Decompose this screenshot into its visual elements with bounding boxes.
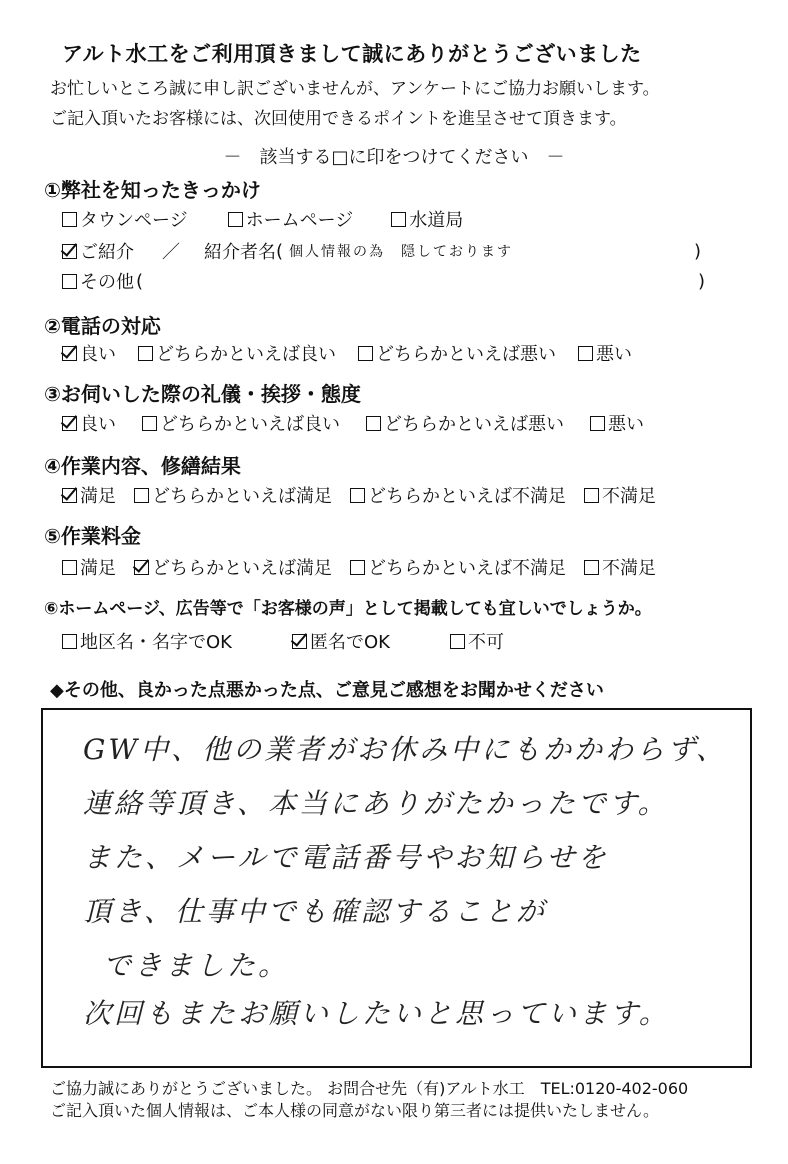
checkbox[interactable] [62,560,77,575]
question-2-title: ②電話の対応 [44,314,161,338]
q3-option-somewhat-good[interactable] [142,410,340,436]
checkbox-checked[interactable] [62,346,77,361]
checkbox[interactable] [366,416,381,431]
q4-option-somewhat-dissatisfied[interactable] [350,482,566,508]
option-label: どちらかといえば良い [156,344,336,365]
option-label: タウンページ [80,210,188,231]
checkbox[interactable] [62,634,77,649]
checkbox-checked[interactable] [134,560,149,575]
comment-line: 連絡等頂き、本当にありがたかったです。 [83,787,669,820]
q5-option-somewhat-satisfied[interactable] [134,554,332,580]
question-1-title: ①弊社を知ったきっかけ [44,178,261,202]
checkbox[interactable] [578,346,593,361]
comment-line: GW中、他の業者がお休み中にもかかわらず、 [83,733,727,766]
option-label: 不可 [467,632,504,653]
comment-line: 次回もまたお願いしたいと思っています。 [83,997,670,1030]
comments-heading: ◆その他、良かった点悪かった点、ご意見ご感想をお聞かせください [50,680,604,701]
option-label: どちらかといえば不満足 [368,558,566,579]
q2-option-bad[interactable] [578,340,632,366]
question-3-title: ③お伺いした際の礼儀・挨拶・態度 [44,382,361,406]
question-3-options [62,410,666,436]
option-label: 悪い [596,344,632,365]
option-label: 満足 [80,558,116,579]
checkbox-checked[interactable] [62,244,77,259]
checkbox[interactable] [450,634,465,649]
checkbox[interactable] [62,274,77,289]
option-label: 地区名・名字でOK [80,632,232,653]
q3-option-somewhat-bad[interactable] [366,410,564,436]
q5-option-satisfied[interactable] [62,554,116,580]
option-label: どちらかといえば悪い [384,414,564,435]
checkbox[interactable] [358,346,373,361]
comment-line: 頂き、仕事中でも確認することが [83,895,547,928]
checkbox[interactable] [228,212,243,227]
q1-option-townpage[interactable] [62,206,188,232]
question-6-title: ⑥ホームページ、広告等で「お客様の声」として掲載しても宜しいでしょうか。 [44,599,652,619]
paren-open: ( [136,270,144,292]
referrer-name-field[interactable]: 個人情報の為 隠しております [289,244,514,260]
option-label: どちらかといえば満足 [152,558,332,579]
checkbox[interactable] [584,488,599,503]
option-label: 良い [80,344,116,365]
q1-option-waterworks[interactable] [391,206,463,232]
intro-line-1: お忙しいところ誠に申し訳ございませんが、アンケートにご協力お願いします。 [50,79,660,99]
checkbox[interactable] [142,416,157,431]
option-label: 不満足 [602,486,656,507]
question-4-options [62,482,678,508]
q1-option-homepage[interactable] [228,206,354,232]
q4-option-somewhat-satisfied[interactable] [134,482,332,508]
question-5-title: ⑤作業料金 [44,524,141,548]
checkbox[interactable] [138,346,153,361]
q2-option-good[interactable] [62,340,116,366]
q4-option-dissatisfied[interactable] [584,482,656,508]
checkbox-checked[interactable] [62,488,77,503]
option-label: その他 [80,272,134,293]
paren-close: ) [698,270,706,292]
intro-line-2: ご記入頂いたお客様には、次回使用できるポイントを進呈させて頂きます。 [50,109,627,129]
slash: ／ [162,242,180,263]
option-label: 匿名でOK [309,632,390,653]
option-label: どちらかといえば不満足 [368,486,566,507]
q6-option-not-allowed[interactable] [450,628,504,654]
paren-close: ) [694,240,702,262]
option-label: 悪い [608,414,644,435]
option-label: 良い [80,414,116,435]
q2-option-somewhat-bad[interactable] [358,340,556,366]
comment-line: できました。 [103,949,290,982]
checkbox[interactable] [62,212,77,227]
checkbox[interactable] [391,212,406,227]
footer-privacy: ご記入頂いた個人情報は、ご本人様の同意がない限り第三者には提供いたしません。 [50,1101,659,1120]
checkbox-checked[interactable] [292,634,307,649]
q2-option-somewhat-good[interactable] [138,340,336,366]
checkbox-checked[interactable] [62,416,77,431]
q1-option-other[interactable] [62,268,134,294]
option-label: ホームページ [245,210,354,231]
q5-option-somewhat-dissatisfied[interactable] [350,554,566,580]
q3-option-good[interactable] [62,410,116,436]
footer-contact: ご協力誠にありがとうございました。 お問合せ先（有)アルト水工 TEL:0120-402-060 [50,1079,689,1098]
option-label: ご紹介 [80,242,134,263]
q6-option-area-name-ok[interactable] [62,628,232,654]
option-label: どちらかといえば悪い [376,344,556,365]
comment-line: また、メールで電話番号やお知らせを [83,841,609,874]
instruction: － 該当する□に印をつけてください － [223,147,565,168]
question-4-title: ④作業内容、修繕結果 [44,454,241,478]
checkbox[interactable] [134,488,149,503]
paren-open: ( [276,240,284,262]
q5-option-dissatisfied[interactable] [584,554,656,580]
referrer-label: 紹介者名 [204,242,276,263]
option-label: どちらかといえば満足 [152,486,332,507]
checkbox[interactable] [590,416,605,431]
checkbox[interactable] [350,560,365,575]
q6-option-anonymous-ok[interactable] [292,628,390,654]
comments-box[interactable] [41,708,752,1068]
option-label: 不満足 [602,558,656,579]
question-1-options [62,206,485,232]
q3-option-bad[interactable] [590,410,644,436]
checkbox[interactable] [350,488,365,503]
checkbox[interactable] [584,560,599,575]
question-1-referral-row [62,238,702,264]
question-2-options [62,340,654,366]
option-label: 水道局 [409,210,464,231]
q1-option-referral[interactable] [62,238,134,264]
question-5-options [62,554,678,580]
option-label: 満足 [80,486,116,507]
q4-option-satisfied[interactable] [62,482,116,508]
survey-title: アルト水工をご利用頂きまして誠にありがとうございました [62,42,642,66]
question-1-other-row [62,268,706,294]
question-6-options [62,628,526,654]
option-label: どちらかといえば良い [160,414,340,435]
